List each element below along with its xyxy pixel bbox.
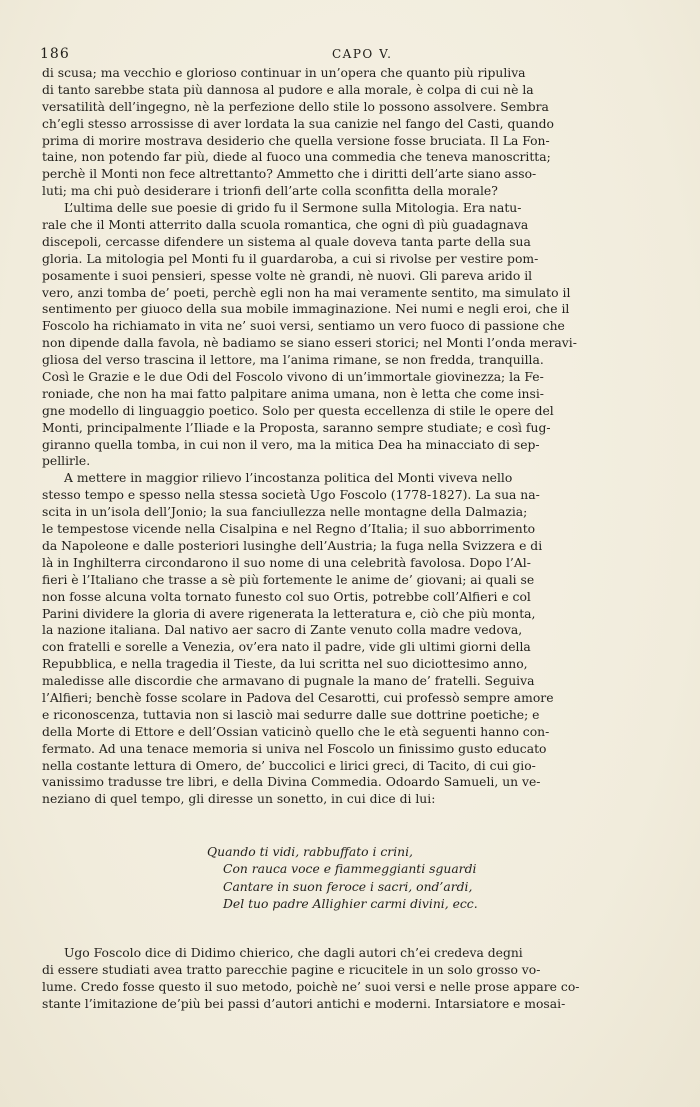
spacer: [42, 808, 687, 844]
text-line: Foscolo ha richiamato in vita ne’ suoi versi, sentiamo un vero fuoco di passione che: [42, 319, 565, 334]
text-line: di essere studiati avea tratto parecchie pagine e ricucitele in un solo grosso vo-: [42, 962, 541, 977]
text-line: Così le Grazie e le due Odi del Foscolo vivono di un’immortale giovinezza; la Fe-: [42, 370, 544, 385]
text-line: Parini dividere la gloria di avere rigenerata la letteratura e, ciò che più monta,: [42, 606, 536, 621]
text-line: L’ultima delle sue poesie di grido fu il Sermone sulla Mitologia. Era natu-: [64, 201, 522, 216]
text-line: A mettere in maggior rilievo l’incostanza politica del Monti viveva nello: [64, 471, 513, 486]
text-line: Ugo Foscolo dice di Didimo chierico, che dagli autori ch’ei credeva degni: [64, 945, 523, 960]
page-header: [40, 46, 680, 66]
text-line: stesso tempo e spesso nella stessa società Ugo Foscolo (1778-1827). La sua na-: [42, 488, 540, 503]
paragraph-didimo-chierico: [42, 945, 687, 1013]
text-line: stante l’imitazione de’più bei passi d’autori antichi e moderni. Intarsiatore e mosai-: [42, 996, 566, 1011]
text-line: pellirle.: [42, 454, 91, 469]
paragraph-sermone-mitologia: [42, 200, 687, 470]
text-line: vero, anzi tomba de’ poeti, perchè egli non ha mai veramente sentito, ma simulato il: [42, 285, 571, 300]
text-line: con fratelli e sorelle a Venezia, ov’era nato il padre, vide gli ultimi giorni della: [42, 640, 531, 655]
text-line: vanissimo tradusse tre libri, e della Divina Commedia. Odoardo Samueli, un ve-: [42, 775, 541, 790]
text-line: lume. Credo fosse questo il suo metodo, poichè ne’ suoi versi e nelle prose appare co-: [42, 979, 580, 994]
paragraph-monti-versione: [42, 65, 687, 200]
text-line: e riconoscenza, tuttavia non si lasciò mai sedurre dalle sue dottrine poetiche; e: [42, 707, 540, 722]
text-line: luti; ma chi può desiderare i trionfi dell’arte colla sconfitta della morale?: [42, 184, 498, 199]
text-line: Repubblica, e nella tragedia il Tieste, da lui scritta nel suo diciottesimo anno,: [42, 657, 528, 672]
text-line: fieri è l’Italiano che trasse a sè più fortemente le anime de’ giovani; ai quali se: [42, 572, 535, 587]
text-line: discepoli, cercasse difendere un sistema al quale doveva tanta parte della sua: [42, 234, 531, 249]
text-line: perchè il Monti non fece altrettanto? Ammetto che i diritti dell’arte siano asso-: [42, 167, 537, 182]
text-line: maledisse alle discordie che armavano di pugnale la mano de’ fratelli. Seguiva: [42, 674, 535, 689]
text-line: gliosa del verso trascina il lettore, ma l’anima rimane, se non fredda, tranquilla.: [42, 353, 544, 368]
body-text: [42, 65, 687, 1013]
text-line: non fosse alcuna volta tornato funesto col suo Ortis, potrebbe coll’Alfieri e col: [42, 589, 531, 604]
paragraph-ugo-foscolo: [42, 470, 687, 808]
text-line: giranno quella tomba, in cui non il vero, ma la mitica Dea ha minacciato di sep-: [42, 437, 540, 452]
text-line: gloria. La mitologia pel Monti fu il guardaroba, a cui si rivolse per vestire pom-: [42, 251, 539, 266]
text-line: scita in un’isola dell’Jonio; la sua fanciullezza nelle montagne della Dalmazia;: [42, 505, 528, 520]
text-line: da Napoleone e dalle posteriori lusinghe dell’Austria; la fuga nella Svizzera e di: [42, 538, 543, 553]
text-line: rale che il Monti atterrito dalla scuola romantica, che ogni dì più guadagnava: [42, 218, 529, 233]
verse-line: Con rauca voce e fiammeggianti sguardi: [223, 862, 477, 877]
text-line: non dipende dalla favola, nè badiamo se siano esseri storici; nel Monti l’onda meravi-: [42, 336, 577, 351]
text-line: versatilità dell’ingegno, nè la perfezione dello stile lo possono assolvere. Sembra: [42, 99, 549, 114]
text-line: della Morte di Ettore e dell’Ossian vaticinò quello che le età seguenti hanno con-: [42, 724, 550, 739]
page-number: 186: [40, 46, 70, 62]
text-line: nella costante lettura di Omero, de’ buccolici e lirici greci, di Tacito, di cui gio-: [42, 758, 536, 773]
text-line: di tanto sarebbe stata più dannosa al pudore e alla morale, è colpa di cui nè la: [42, 82, 534, 97]
text-line: le tempestose vicende nella Cisalpina e nel Regno d’Italia; il suo abborrimento: [42, 522, 536, 537]
text-line: prima di morire mostrava desiderio che quella versione fosse bruciata. Il La Fon-: [42, 133, 550, 148]
spacer: [42, 913, 687, 945]
text-line: la nazione italiana. Dal nativo aer sacro di Zante venuto colla madre vedova,: [42, 623, 523, 638]
text-line: di scusa; ma vecchio e glorioso continuar in un’opera che quanto più ripuliva: [42, 66, 526, 80]
text-line: là in Inghilterra circondarono il suo nome di una celebrità favolosa. Dopo l’Al-: [42, 555, 531, 570]
text-line: Monti, principalmente l’Iliade e la Proposta, saranno sempre studiate; e così fug-: [42, 420, 551, 435]
text-line: l’Alfieri; benchè fosse scolare in Padova del Cesarotti, cui professò sempre amore: [42, 690, 554, 705]
text-line: neziano di quel tempo, gli diresse un sonetto, in cui dice di lui:: [42, 792, 436, 807]
verse-line: Quando ti vidi, rabbuffato i crini,: [207, 845, 413, 860]
verse-line: Del tuo padre Allighier carmi divini, ecc.: [223, 896, 478, 911]
text-line: fermato. Ad una tenace memoria si univa nel Foscolo un finissimo gusto educato: [42, 741, 547, 756]
text-line: posamente i suoi pensieri, spesse volte nè grandi, nè nuovi. Gli pareva arido il: [42, 268, 533, 283]
running-head: CAPO V.: [332, 47, 393, 61]
verse-line: Cantare in suon feroce i sacri, ond’ardi,: [223, 879, 473, 894]
text-line: sentimento per giuoco della sua mobile immaginazione. Nei numi e negli eroi, che il: [42, 302, 570, 317]
text-line: gne modello di linguaggio poetico. Solo per questa eccellenza di stile le opere del: [42, 403, 554, 418]
verse-quotation: [42, 844, 687, 913]
text-line: roniade, che non ha mai fatto palpitare anima umana, non è letta che come insi-: [42, 386, 544, 401]
text-line: taine, non potendo far più, diede al fuoco una commedia che teneva manoscritta;: [42, 150, 551, 165]
text-line: ch’egli stesso arrossisse di aver lordata la sua canizie nel fango del Casti, quando: [42, 116, 554, 131]
